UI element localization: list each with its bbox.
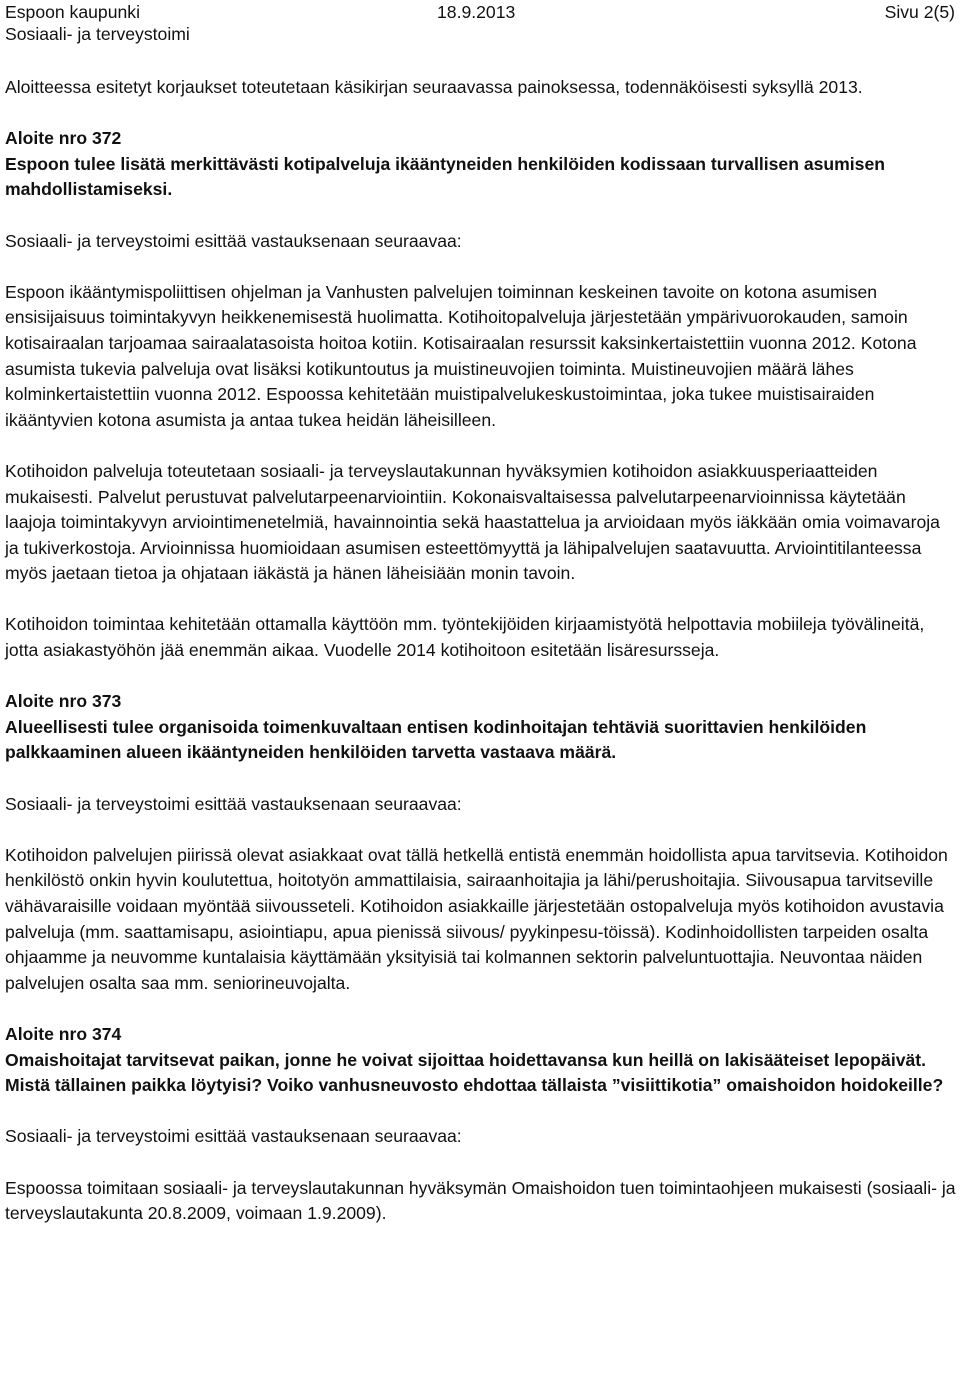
header-date: 18.9.2013 (437, 2, 516, 22)
document-body (5, 75, 957, 1227)
initiative-number: Aloite nro 374 (5, 1023, 122, 1044)
response-intro: Sosiaali- ja terveystoimi esittää vastauksenaan seuraavaa: (5, 1126, 462, 1147)
intro-paragraph: Aloitteessa esitetyt korjaukset toteutetaan käsikirjan seuraavassa painoksessa, todennäköisesti syksyllä 2013. (5, 77, 863, 97)
header-unit: Sosiaali- ja terveystoimi (5, 24, 190, 44)
response-paragraph: Kotihoidon palvelujen piirissä olevat asiakkaat ovat tällä hetkellä entistä enemmän hoidollista apua tarvitsevia. Kotihoidon henkilöstö onkin hyvin koulutettua, hoitotyön ammattilaisia, sairaanhoitajia ja lähi/perushoitajia. Siivousapua tarvitseville vähävaraisille voidaan myöntää siivousseteli. Kotihoidon asiakkaille järjestetään ostopalveluja myös kotihoidon avustavia palveluja (mm. saattamisapu, asiointiapu, apua pienissä siivous/ pyykinpesu-töissä). Kodinhoidollisten tarpeiden osalta ohjaamme ja neuvomme kuntalaisia käyttämään yksityisiä tai kolmannen sektorin palveluntuottajia. Neuvontaa näiden palvelujen osalta saa mm. seniorineuvojalta. (5, 844, 948, 993)
initiative-373 (5, 689, 957, 996)
response-intro: Sosiaali- ja terveystoimi esittää vastauksenaan seuraavaa: (5, 230, 462, 251)
initiative-number: Aloite nro 373 (5, 691, 122, 712)
response-paragraph: Espoon ikääntymispoliittisen ohjelman ja Vanhusten palvelujen toiminnan keskeinen tavoite on kotona asumisen ensisijaisuus toimintakyvyn heikkenemisestä huolimatta. Kotihoitopalveluja järjestetään ympärivuorokauden, samoin kotisairaalan tarjoamaa sairaalatasoista hoitoa kotiin. Kotisairaalan resurssit kaksinkertaistettiin vuonna 2012. Kotona asumista tukevia palveluja ovat lisäksi kotikuntoutus ja muistineuvojien toiminta. Muistineuvojien määrä lähes kolminkertaistettiin vuonna 2012. Espoossa kehitetään muistipalvelukeskustoimintaa, joka tukee muistisairaiden ikääntyvien kotona asumista ja antaa tukea heidän läheisilleen. (5, 281, 917, 430)
header-organization: Espoon kaupunki (5, 2, 140, 22)
initiative-title: Omaishoitajat tarvitsevat paikan, jonne he voivat sijoittaa hoidettavansa kun heillä on lakisääteiset lepopäivät. Mistä tällainen paikka löytyisi? Voiko vanhusneuvosto ehdottaa tällaista ”visiittikotia” omaishoidon hoidokeille? (5, 1049, 944, 1096)
response-paragraph: Espoossa toimitaan sosiaali- ja terveyslautakunnan hyväksymän Omaishoidon tuen toimintaohjeen mukaisesti (sosiaali- ja terveyslautakunta 20.8.2009, voimaan 1.9.2009). (5, 1177, 956, 1224)
initiative-title: Espoon tulee lisätä merkittävästi kotipalveluja ikääntyneiden henkilöiden kodissaan turvallisen asumisen mahdollistamiseksi. (5, 153, 885, 200)
initiative-number: Aloite nro 372 (5, 128, 122, 149)
initiative-372 (5, 126, 957, 663)
initiative-title: Alueellisesti tulee organisoida toimenkuvaltaan entisen kodinhoitajan tehtäviä suorittavien henkilöiden palkkaaminen alueen ikääntyneiden henkilöiden tarvetta vastaava määrä. (5, 716, 867, 763)
response-paragraph: Kotihoidon palveluja toteutetaan sosiaali- ja terveyslautakunnan hyväksymien kotihoidon asiakkuusperiaatteiden mukaisesti. Palvelut perustuvat palvelutarpeenarviointiin. Kokonaisvaltaisessa palvelutarpeenarvioinnissa käytetään laajoja toimintakyvyn arviointimenetelmiä, havainnointia sekä haastattelua ja arvioidaan myös iäkkään omia voimavaroja ja tukiverkostoja. Arvioinnissa huomioidaan asumisen esteettömyyttä ja lähipalvelujen saatavuutta. Arviointitilanteessa myös jaetaan tietoa ja ohjataan iäkästä ja hänen läheisiään monin tavoin. (5, 460, 940, 584)
header-page-number: Sivu 2(5) (884, 2, 955, 22)
response-intro: Sosiaali- ja terveystoimi esittää vastauksenaan seuraavaa: (5, 793, 462, 814)
response-paragraph: Kotihoidon toimintaa kehitetään ottamalla käyttöön mm. työntekijöiden kirjaamistyötä helpottavia mobiileja työvälineitä, jotta asiakastyöhön jää enemmän aikaa. Vuodelle 2014 kotihoitoon esitetään lisäresursseja. (5, 614, 925, 661)
page-header (5, 1, 955, 49)
initiative-374 (5, 1022, 957, 1227)
